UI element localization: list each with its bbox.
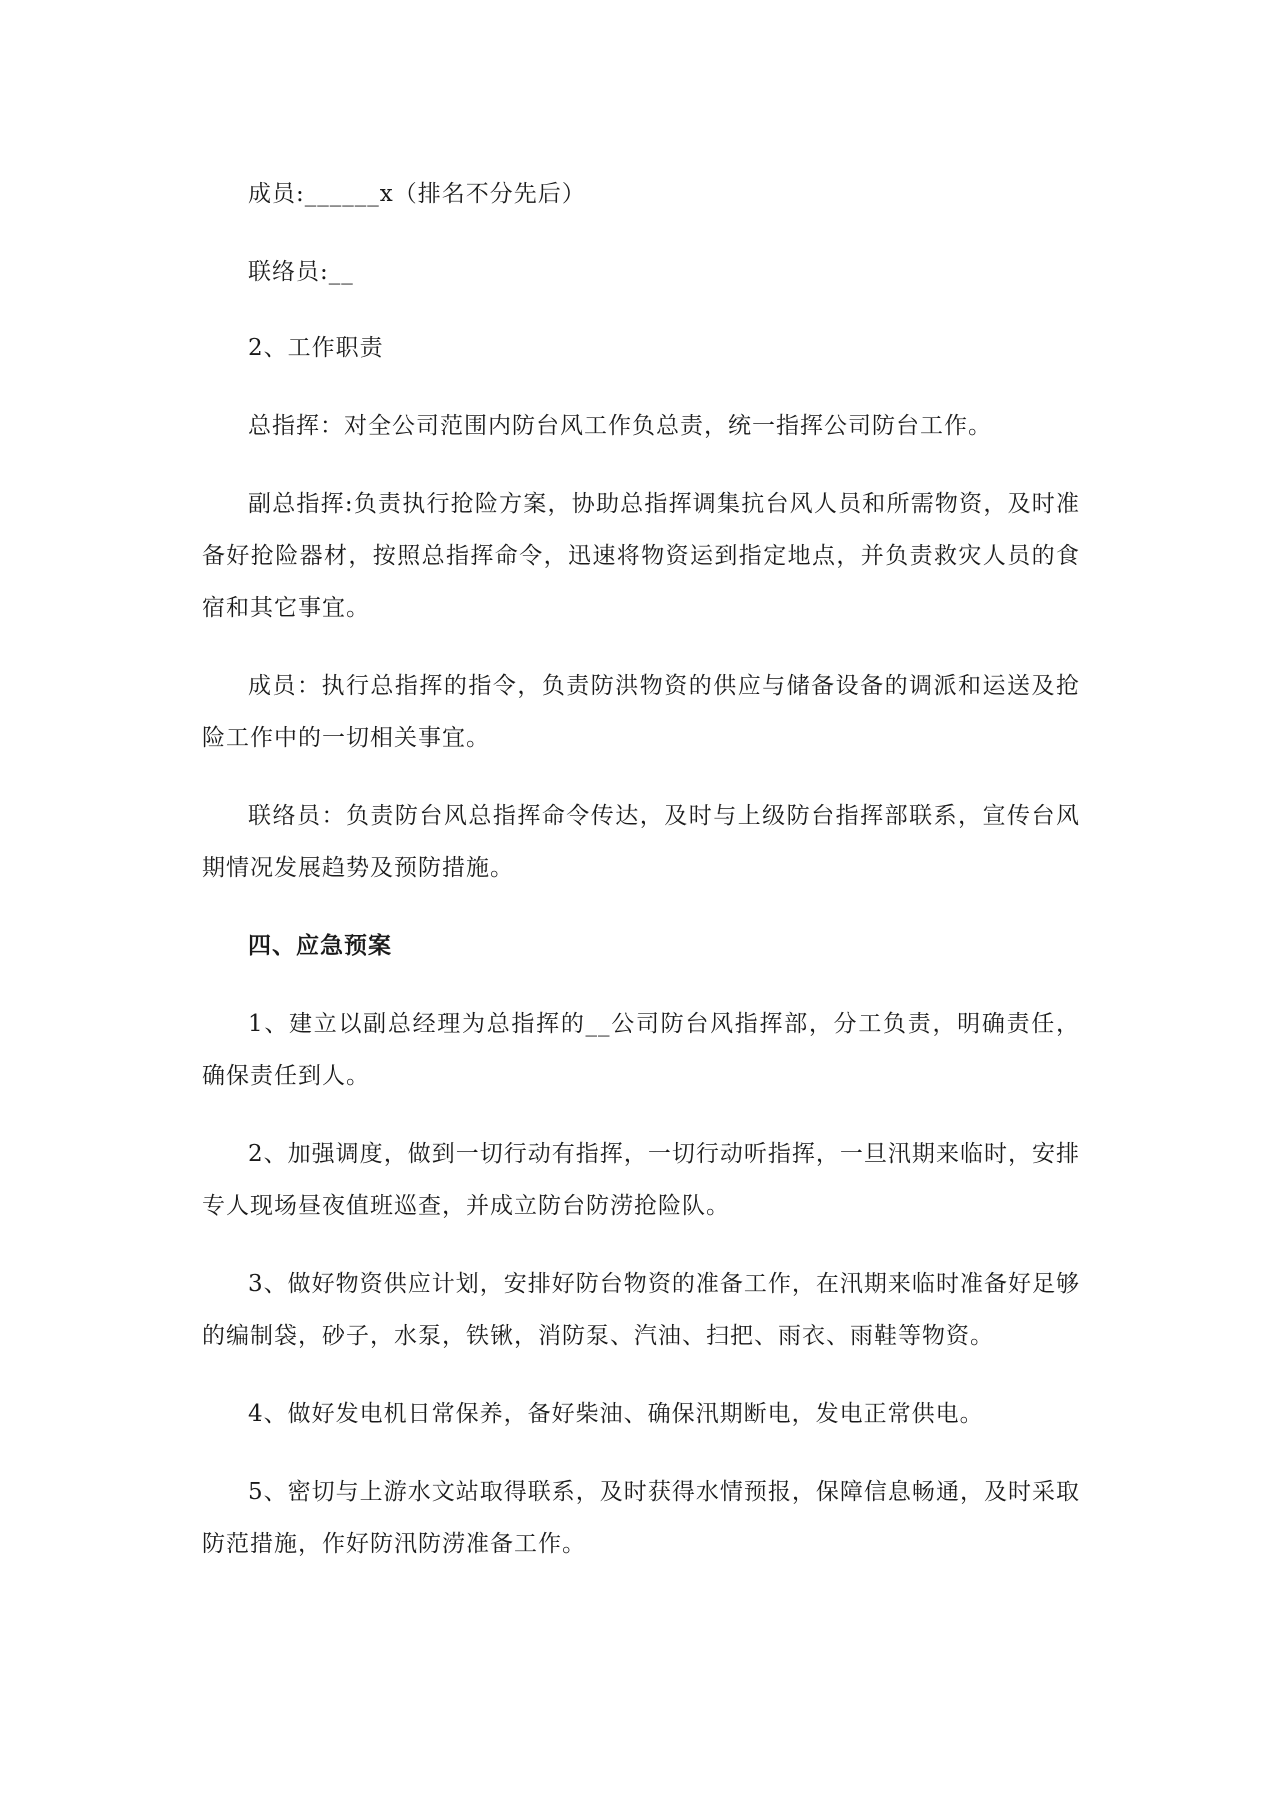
plan-item-5: 5、密切与上游水文站取得联系，及时获得水情预报，保障信息畅通，及时采取防范措施，作好防汛防涝准备工作。	[202, 1479, 1080, 1557]
members-duty: 成员：执行总指挥的指令，负责防洪物资的供应与储备设备的调派和运送及抢险工作中的一切相关事宜。	[202, 673, 1080, 751]
section-duties-title: 2、工作职责	[248, 335, 384, 361]
commander-duty: 总指挥：对全公司范围内防台风工作负总责，统一指挥公司防台工作。	[248, 413, 992, 439]
section-emergency-plan-heading: 四、应急预案	[248, 932, 392, 959]
deputy-commander-duty: 副总指挥:负责执行抢险方案，协助总指挥调集抗台风人员和所需物资，及时准备好抢险器材，按照总指挥命令，迅速将物资运到指定地点，并负责救灾人员的食宿和其它事宜。	[202, 491, 1080, 621]
members-line: 成员:______x（排名不分先后）	[248, 181, 586, 207]
liaison-duty: 联络员：负责防台风总指挥命令传达，及时与上级防台指挥部联系，宣传台风期情况发展趋势及预防措施。	[202, 803, 1080, 881]
plan-item-4: 4、做好发电机日常保养，备好柴油、确保汛期断电，发电正常供电。	[248, 1401, 984, 1427]
plan-item-3: 3、做好物资供应计划，安排好防台物资的准备工作，在汛期来临时准备好足够的编制袋，砂子，水泵，铁锹，消防泵、汽油、扫把、雨衣、雨鞋等物资。	[202, 1271, 1080, 1349]
plan-item-1: 1、建立以副总经理为总指挥的__公司防台风指挥部，分工负责，明确责任，确保责任到人。	[202, 1011, 1080, 1089]
liaison-line: 联络员:__	[248, 259, 354, 285]
plan-item-2: 2、加强调度，做到一切行动有指挥，一切行动听指挥，一旦汛期来临时，安排专人现场昼夜值班巡查，并成立防台防涝抢险队。	[202, 1141, 1080, 1219]
